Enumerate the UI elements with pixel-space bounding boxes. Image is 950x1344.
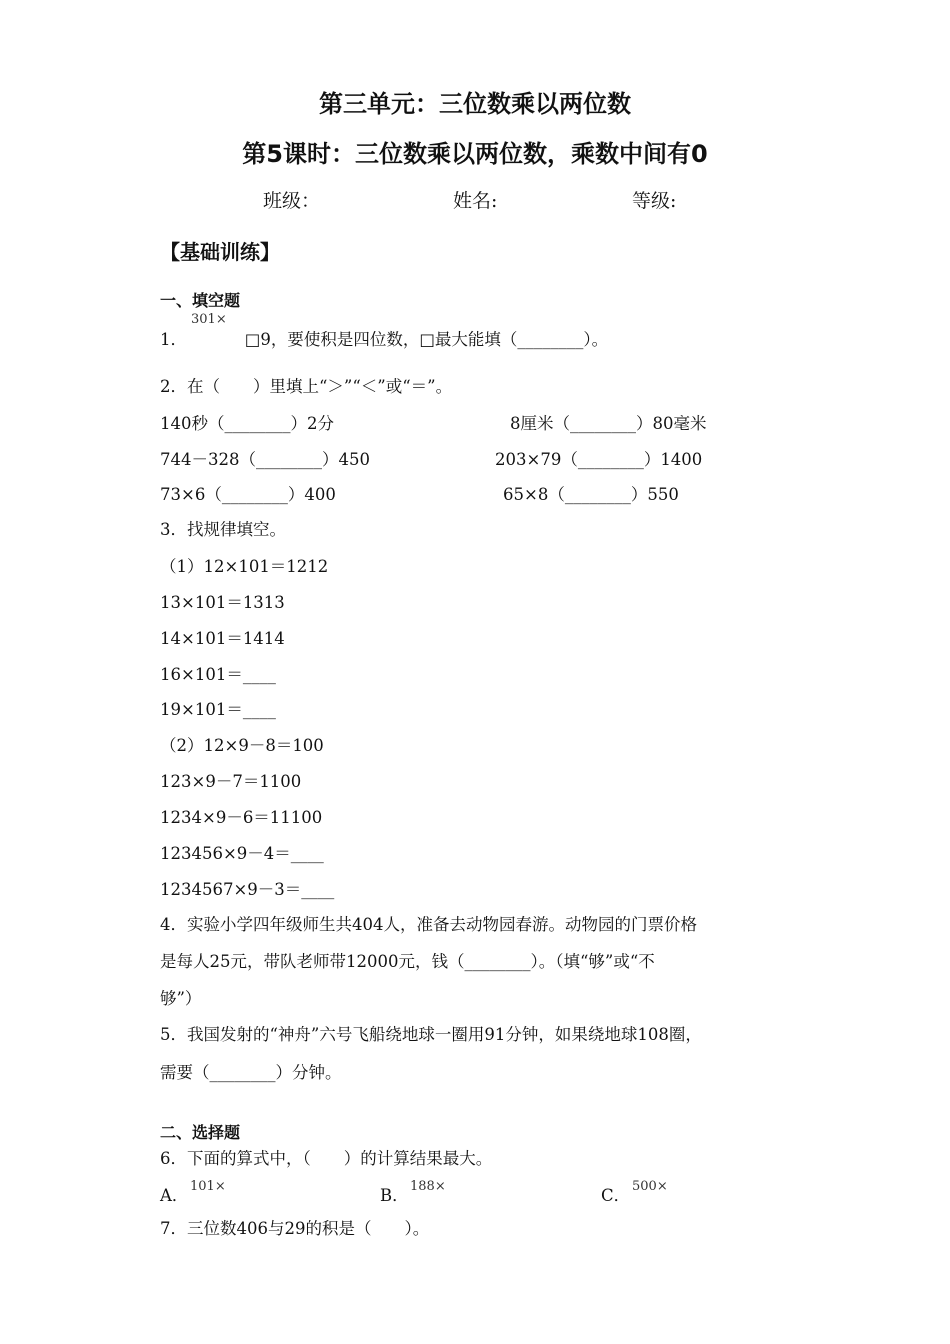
q3-line: 14×101＝1414 (160, 629, 285, 648)
question-4-line: 是每人25元，带队老师带12000元，钱（________）。（填“够”或“不 (160, 952, 655, 971)
page-title: 第三单元：三位数乘以两位数 (319, 90, 631, 118)
q3-line: 16×101＝____ (160, 665, 276, 684)
q2-row-3-left: 73×6（________）400 (160, 485, 336, 504)
q3-line: （1）12×101＝1212 (160, 557, 329, 576)
q3-line: （2）12×9－8＝100 (160, 736, 324, 755)
q3-line: 123×9－7＝1100 (160, 772, 302, 791)
q2-row-1-right: 8厘米（________）80毫米 (510, 414, 707, 433)
q3-line: 13×101＝1313 (160, 593, 285, 612)
page-subtitle: 第5课时：三位数乘以两位数，乘数中间有0 (242, 140, 708, 168)
section-choice-heading: 二、选择题 (160, 1123, 241, 1142)
q6-option-b-label: B． (380, 1186, 409, 1205)
question-5-line: 5．我国发射的“神舟”六号飞船绕地球一圈用91分钟，如果绕地球108圈， (160, 1025, 702, 1044)
basic-training-heading: 【基础训练】 (160, 240, 280, 264)
question-2: 2．在（ ）里填上“＞”“＜”或“＝”。 (160, 377, 453, 396)
q3-line: 123456×9－4＝____ (160, 844, 324, 863)
q6-option-b-formula: 188× (410, 1179, 446, 1194)
q6-option-a-label: A． (160, 1186, 189, 1205)
question-4-line: 够”） (160, 989, 202, 1008)
grade-label: 等级: (632, 190, 677, 212)
question-3: 3．找规律填空。 (160, 520, 286, 539)
question-7: 7．三位数406与29的积是（ ）。 (160, 1219, 430, 1238)
question-6: 6．下面的算式中，（ ）的计算结果最大。 (160, 1149, 493, 1168)
q2-row-1-left: 140秒（________）2分 (160, 414, 334, 433)
q3-line: 1234567×9－3＝____ (160, 880, 335, 899)
q2-row-2-right: 203×79（________）1400 (495, 450, 703, 469)
q1-formula: 301× (191, 312, 227, 327)
q6-option-c-formula: 500× (632, 1179, 668, 1194)
class-label: 班级： (263, 190, 321, 212)
question-1: 1． □9，要使积是四位数，□最大能填（________）。 (160, 330, 609, 349)
q3-line: 19×101＝____ (160, 700, 276, 719)
question-5-line: 需要（________）分钟。 (160, 1063, 342, 1082)
q2-row-3-right: 65×8（________）550 (503, 485, 679, 504)
q6-option-c-label: C． (601, 1186, 631, 1205)
q2-row-2-left: 744－328（________）450 (160, 450, 370, 469)
q3-line: 1234×9－6＝11100 (160, 808, 323, 827)
name-label: 姓名: (453, 190, 498, 212)
q6-option-a-formula: 101× (190, 1179, 226, 1194)
question-4-line: 4．实验小学四年级师生共404人，准备去动物园春游。动物园的门票价格 (160, 915, 697, 934)
section-fill-blank-heading: 一、填空题 (160, 291, 241, 310)
